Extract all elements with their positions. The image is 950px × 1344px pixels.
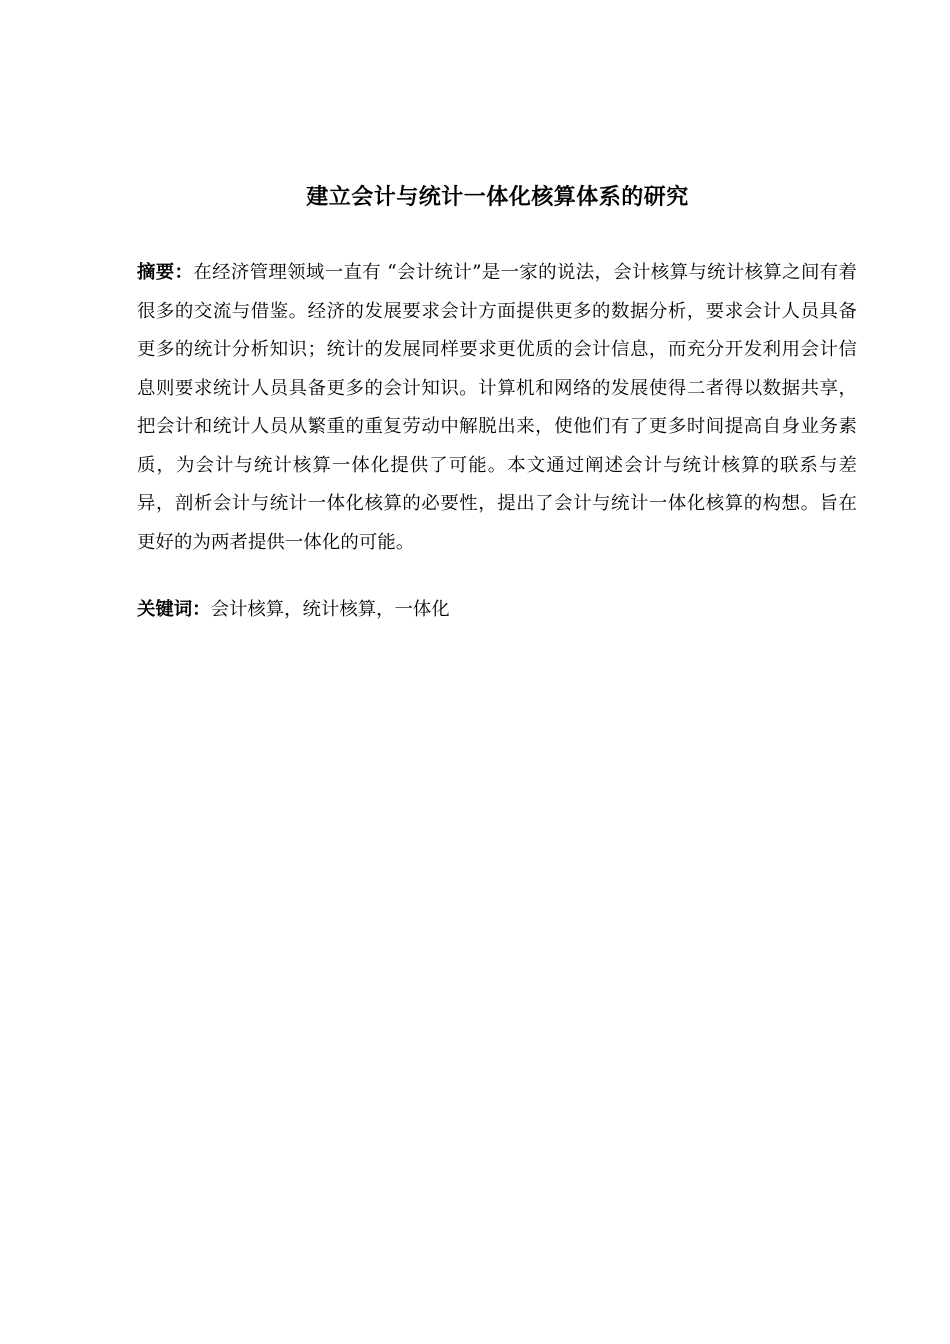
- keywords-line: [137, 592, 857, 628]
- document-title: 建立会计与统计一体化核算体系的研究: [306, 185, 689, 210]
- abstract-paragraph: [137, 254, 857, 562]
- abstract-text-part2: 本文通过阐述会计与统计核算的联系与差异，剖析会计与统计一体化核算的必要性，提出了会计与统计一体化核算的构想。旨在更好的为两者提供一体化的可能。: [137, 454, 857, 553]
- abstract-text-part1: 在经济管理领域一直有 “会计统计”是一家的说法，会计核算与统计核算之间有着很多的交流与借鉴。经济的发展要求会计方面提供更多的数据分析，要求会计人员具备更多的统计分析知识；统计的发展同样要求更优质的会计信息，而充分开发利用会计信息则要求统计人员具备更多的会计知识。: [137, 262, 857, 399]
- keywords-text: 会计核算，统计核算，一体化: [210, 599, 450, 620]
- abstract-text-emphasis: 计算机和网络的发展使得二者得以数据共享，把会计和统计人员从繁重的重复劳动中解脱出来，使他们有了更多时间提高自身业务素质，为会计与统计核算一体化提供了可能。: [137, 377, 857, 476]
- abstract-label: 摘要：: [137, 262, 194, 283]
- keywords-label: 关键词：: [137, 599, 211, 620]
